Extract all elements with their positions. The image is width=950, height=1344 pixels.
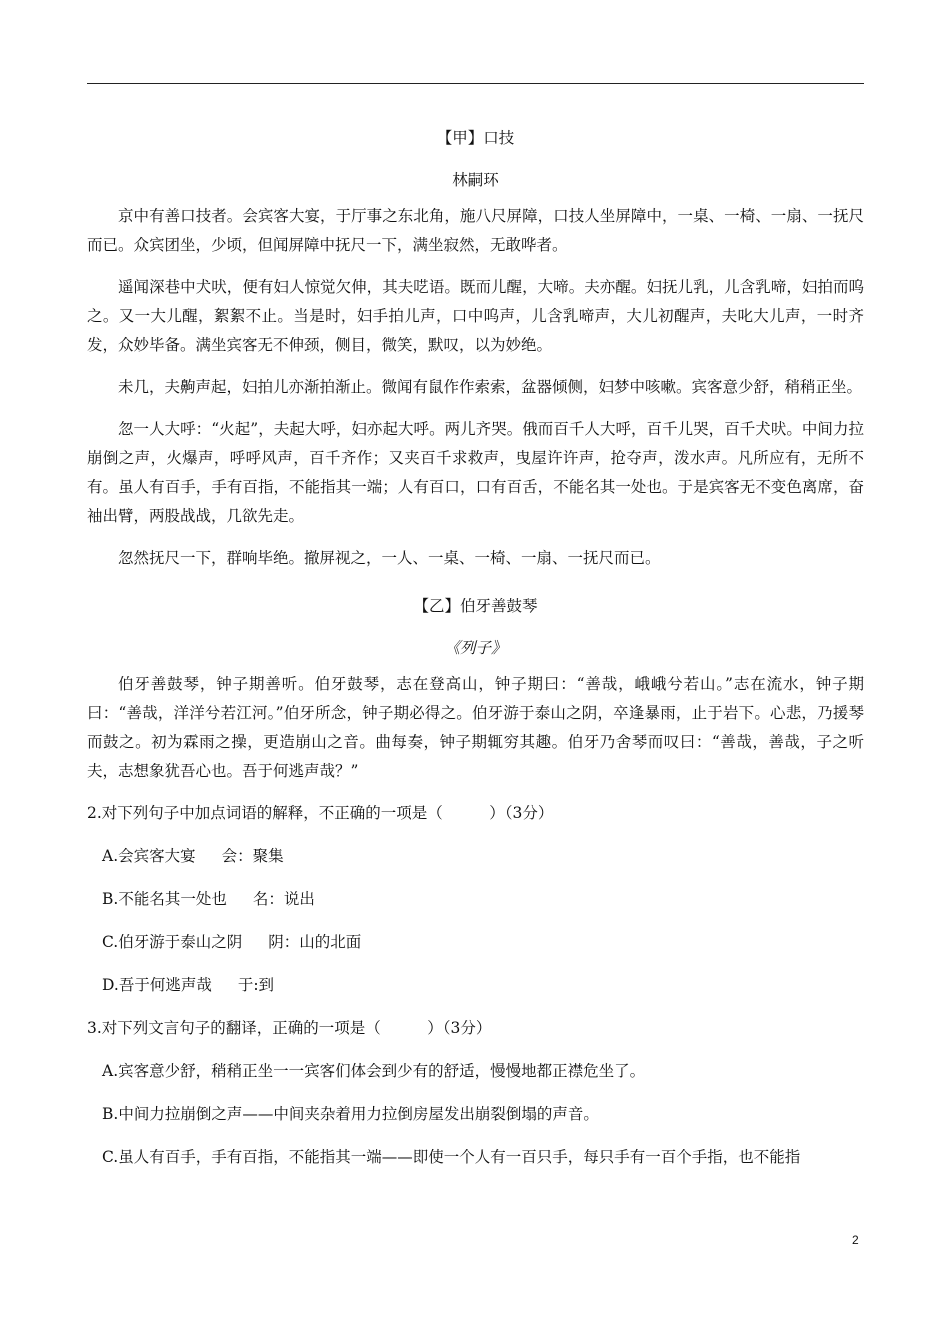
option-gloss: 阴：山的北面 xyxy=(268,933,362,951)
question-2-stem: 2.对下列句子中加点词语的解释，不正确的一项是（ ）（3分） xyxy=(87,804,554,822)
option-gloss: 于:到 xyxy=(237,976,275,994)
passage-b-paragraph: 伯牙善鼓琴，钟子期善听。伯牙鼓琴，志在登高山，钟子期曰：“善哉，峨峨兮若山。”志在流水，钟子期曰：“善哉，洋洋兮若江河。”伯牙所念，钟子期必得之。伯牙游于泰山之阴，卒逢暴雨，止于岩下。心悲，乃援琴而鼓之。初为霖雨之操，更造崩山之音。曲每奏，钟子期辄穷其趣。伯牙乃舍琴而叹曰：“善哉，善哉，子之听夫，志想象犹吾心也。吾于何逃声哉？” xyxy=(87,675,864,780)
option-sentence: 会宾客大宴 xyxy=(118,847,196,865)
question-3-option-b xyxy=(102,1100,864,1129)
passage-a-paragraph: 忽一人大呼：“火起”，夫起大呼，妇亦起大呼。两儿齐哭。俄而百千人大呼，百千儿哭，百千犬吠。中间力拉崩倒之声，火爆声，呼呼风声，百千齐作；又夹百千求救声，曳屋许许声，抢夺声，泼水声。凡所应有，无所不有。虽人有百手，手有百指，不能指其一端；人有百口，口有百舌，不能名其一处也。于是宾客无不变色离席，奋袖出臂，两股战战，几欲先走。 xyxy=(87,420,864,525)
passage-a-author: 林嗣环 xyxy=(452,171,499,189)
question-2-option-a xyxy=(102,842,864,871)
document-body xyxy=(87,118,864,1186)
option-gloss: 名：说出 xyxy=(252,890,315,908)
option-label: D. xyxy=(102,976,119,994)
passage-b-title: 【乙】伯牙善鼓琴 xyxy=(413,597,538,615)
passage-a-title: 【甲】口技 xyxy=(436,129,515,147)
question-3-option-a xyxy=(102,1057,864,1086)
option-gloss: 会：聚集 xyxy=(221,847,284,865)
question-3-option-c xyxy=(102,1143,864,1172)
option-text: 虽人有百手，手有百指，不能指其一端——即使一个人有一百只手，每只手有一百个手指，也不能指 xyxy=(118,1148,801,1166)
passage-a-paragraph: 遥闻深巷中犬吠，便有妇人惊觉欠伸，其夫呓语。既而儿醒，大啼。夫亦醒。妇抚儿乳，儿含乳啼，妇拍而呜之。又一大儿醒，絮絮不止。当是时，妇手拍儿声，口中呜声，儿含乳啼声，大儿初醒声，夫叱大儿声，一时齐发，众妙毕备。满坐宾客无不伸颈，侧目，微笑，默叹，以为妙绝。 xyxy=(87,278,864,354)
option-sentence: 不能名其一处也 xyxy=(118,890,227,908)
option-label: A. xyxy=(102,847,119,865)
option-label: B. xyxy=(102,1105,119,1123)
option-text: 宾客意少舒，稍稍正坐一一宾客们体会到少有的舒适，慢慢地都正襟危坐了。 xyxy=(118,1062,646,1080)
option-label: C. xyxy=(102,1148,119,1166)
option-text: 中间力拉崩倒之声——中间夹杂着用力拉倒房屋发出崩裂倒塌的声音。 xyxy=(118,1105,599,1123)
passage-a-paragraph: 忽然抚尺一下，群响毕绝。撤屏视之，一人、一桌、一椅、一扇、一抚尺而已。 xyxy=(118,549,661,567)
passage-b-author: 《列子》 xyxy=(444,639,507,657)
question-2-option-b xyxy=(102,885,864,914)
page-number: 2 xyxy=(852,1233,859,1247)
option-label: C. xyxy=(102,933,119,951)
question-3-stem: 3.对下列文言句子的翻译，正确的一项是（ ）（3分） xyxy=(87,1019,492,1037)
question-2-option-d xyxy=(102,971,864,1000)
header-rule xyxy=(87,83,864,84)
passage-a-paragraph: 未几，夫齁声起，妇拍儿亦渐拍渐止。微闻有鼠作作索索，盆器倾侧，妇梦中咳嗽。宾客意少舒，稍稍正坐。 xyxy=(118,378,863,396)
option-label: A. xyxy=(102,1062,119,1080)
passage-a-paragraph: 京中有善口技者。会宾客大宴，于厅事之东北角，施八尺屏障，口技人坐屏障中，一桌、一椅、一扇、一抚尺而已。众宾团坐，少顷，但闻屏障中抚尺一下，满坐寂然，无敢哗者。 xyxy=(87,207,864,254)
option-sentence: 伯牙游于泰山之阴 xyxy=(118,933,243,951)
question-2-option-c xyxy=(102,928,864,957)
option-label: B. xyxy=(102,890,119,908)
option-sentence: 吾于何逃声哉 xyxy=(118,976,212,994)
